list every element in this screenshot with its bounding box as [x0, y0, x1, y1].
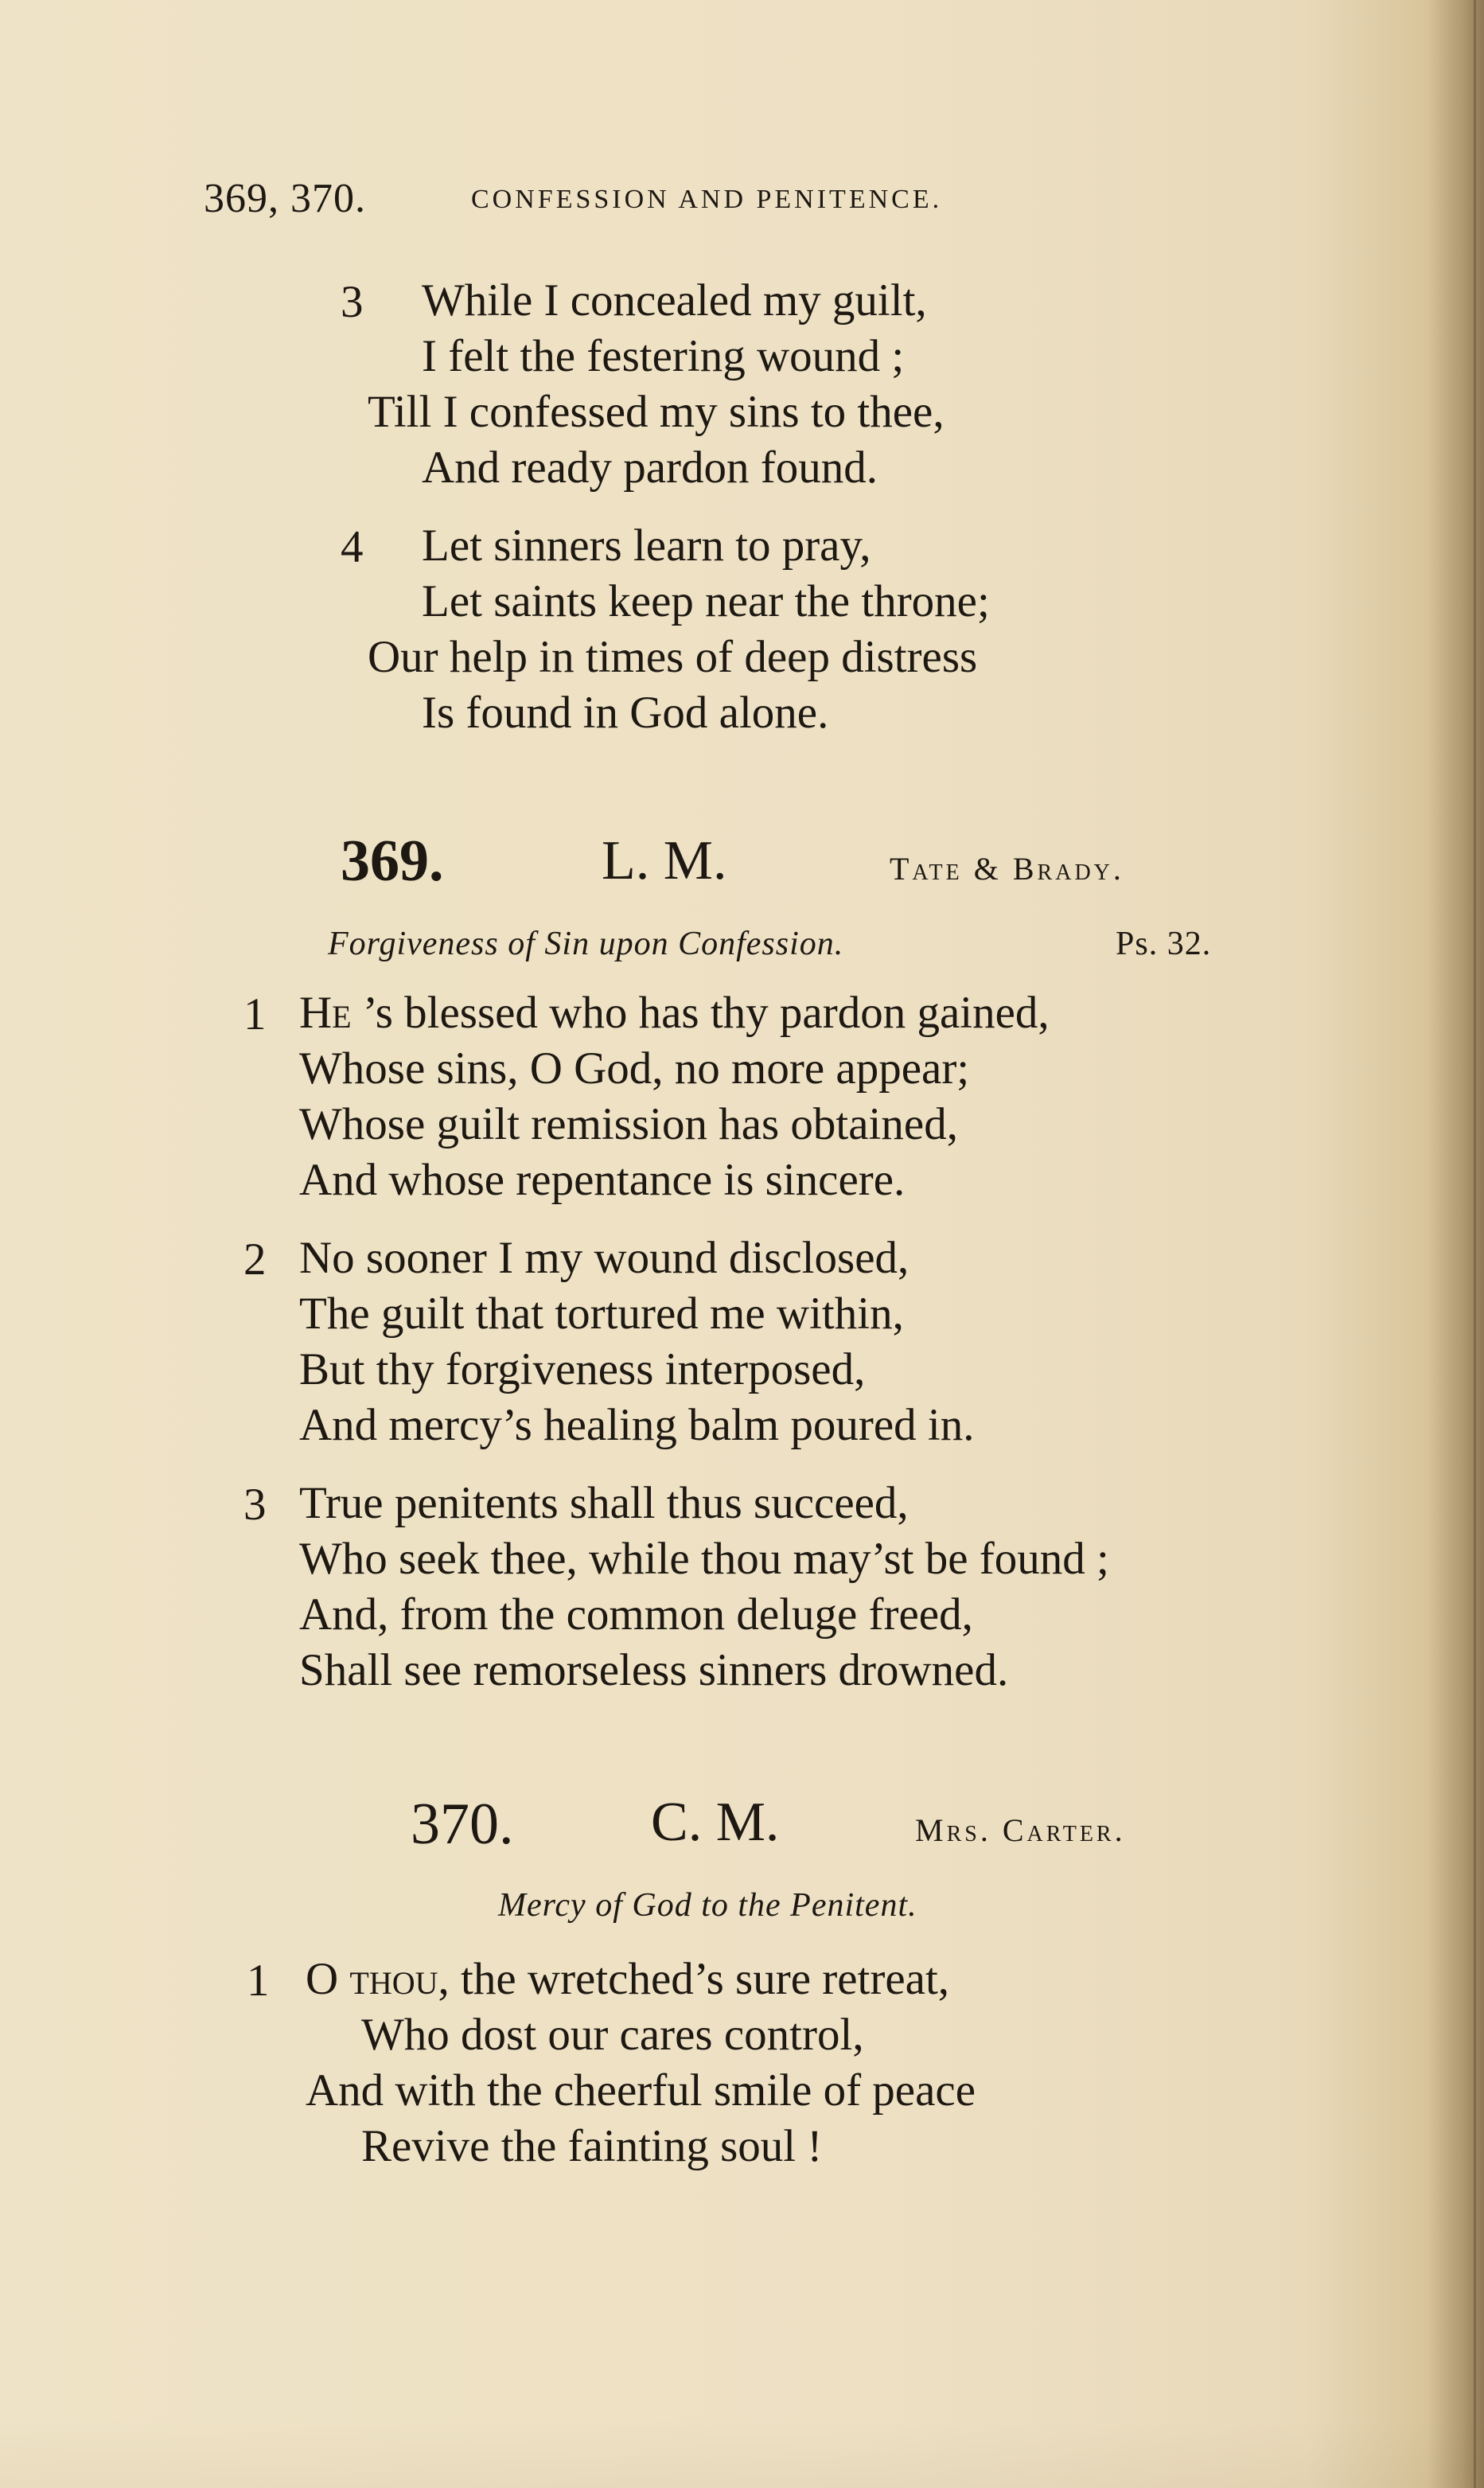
verse-line: Shall see remorseless sinners drowned. [299, 1645, 1009, 1695]
verse-line: Whose sins, O God, no more appear; [299, 1043, 970, 1094]
verse-line: The guilt that tortured me within, [299, 1289, 904, 1339]
verse-line: While I concealed my guilt, [422, 275, 927, 326]
verse-line: Till I confessed my sins to thee, [368, 387, 945, 437]
page-edge-line [1474, 0, 1476, 2488]
verse-line-rest: , the wretched’s sure retreat, [438, 1954, 950, 2004]
stanza-number: 1 [247, 1956, 270, 2006]
hymn-meter: C. M. [651, 1792, 780, 1853]
stanza-number: 3 [243, 1480, 267, 1530]
verse-line: Who seek thee, while thou may’st be found ; [299, 1534, 1109, 1584]
verse-line: And ready pardon found. [422, 443, 878, 493]
hymn-number: 370. [411, 1792, 514, 1857]
verse-line: And mercy’s healing balm poured in. [299, 1400, 975, 1450]
verse-line: But thy forgiveness interposed, [299, 1344, 866, 1394]
drop-initial-word: O thou [306, 1954, 438, 2004]
psalm-reference: Ps. 32. [1116, 926, 1212, 962]
stanza-number: 1 [243, 989, 267, 1039]
verse-line: Is found in God alone. [422, 688, 829, 738]
verse-line-rest: ’s blessed who has thy pardon gained, [362, 988, 1050, 1038]
page-bottom-tone [0, 2420, 1484, 2488]
verse-line [299, 985, 1050, 1041]
stanza-number: 2 [243, 1234, 267, 1285]
hymn-author: Tate & Brady. [890, 851, 1124, 887]
drop-initial-word: He [299, 988, 352, 1038]
verse-line: Let saints keep near the throne; [422, 576, 990, 626]
verse-line: And with the cheerful smile of peace [306, 2065, 976, 2116]
verse-line: Who dost our cares control, [361, 2010, 864, 2060]
running-head-title: CONFESSION AND PENITENCE. [471, 185, 943, 214]
verse-line: No sooner I my wound disclosed, [299, 1233, 909, 1283]
verse-line: Let sinners learn to pray, [422, 521, 871, 571]
running-head-numbers: 369, 370. [204, 176, 366, 221]
verse-line: And, from the common deluge freed, [299, 1589, 973, 1640]
hymn-meter: L. M. [602, 830, 727, 891]
verse-line [306, 1952, 949, 2007]
verse-line: Our help in times of deep distress [368, 632, 978, 682]
hymn-author: Mrs. Carter. [915, 1812, 1126, 1848]
verse-line: And whose repentance is sincere. [299, 1155, 906, 1205]
verse-line: True penitents shall thus succeed, [299, 1478, 909, 1528]
hymn-number: 369. [341, 829, 444, 894]
stanza-number: 3 [341, 277, 364, 327]
hymn-subtitle: Mercy of God to the Penitent. [498, 1887, 917, 1924]
stanza-number: 4 [341, 522, 364, 572]
verse-line: Whose guilt remission has obtained, [299, 1099, 958, 1149]
verse-line: I felt the festering wound ; [422, 331, 905, 381]
hymn-subtitle: Forgiveness of Sin upon Confession. [328, 926, 844, 962]
verse-line: Revive the fainting soul ! [361, 2121, 823, 2171]
